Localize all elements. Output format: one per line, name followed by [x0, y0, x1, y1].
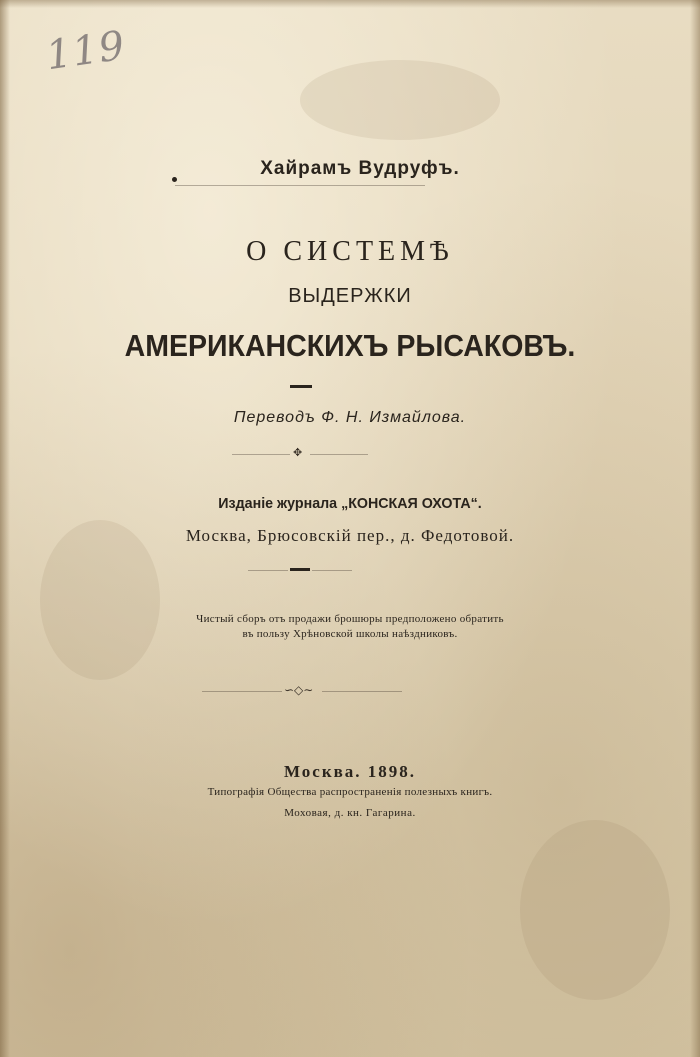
- page-edge-top: [0, 0, 700, 8]
- handwritten-number: 119: [43, 22, 129, 80]
- ornament-glyph: ✥: [293, 447, 303, 459]
- proceeds-note: [0, 612, 700, 642]
- imprint-printer-address: Моховая, д. кн. Гагарина.: [284, 807, 416, 819]
- ornament-rule-right: [310, 454, 368, 455]
- flourish-rule-left: [202, 691, 282, 692]
- publisher-address: Москва, Брюсовскiй пер., д. Федотовой.: [185, 526, 515, 545]
- author-name: Хайрамъ Вудруфъ.: [260, 158, 460, 179]
- address-divider: [290, 568, 310, 571]
- proceeds-note-line-2: въ пользу Хрѣновской школы наѣздниковъ.: [242, 628, 458, 640]
- address-rule-left: [248, 570, 288, 571]
- address-rule-right: [312, 570, 352, 571]
- edition-line: Изданiе журнала „КОНСКАЯ ОХОТА“.: [218, 495, 482, 512]
- flourish-ornament: ∽◇∼: [284, 683, 314, 697]
- proceeds-note-line-1: Чистый сборъ отъ продажи брошюры предположено обратить: [196, 613, 504, 625]
- title-line-2: ВЫДЕРЖКИ: [288, 285, 412, 307]
- imprint-city-year: Москва. 1898.: [283, 762, 417, 781]
- paper-stain: [520, 820, 670, 1000]
- imprint-printer: Типографiя Общества распространенiя полезныхъ книгъ.: [207, 786, 493, 798]
- title-line-3: АМЕРИКАНСКИХЪ РЫСАКОВЪ.: [124, 328, 576, 363]
- flourish-rule-right: [322, 691, 402, 692]
- author-underline: [175, 185, 425, 186]
- paper-stain: [300, 60, 500, 140]
- ornament-rule-left: [232, 454, 290, 455]
- title-divider: [290, 385, 312, 388]
- title-line-1: О СИСТЕМѢ: [246, 236, 454, 267]
- translator-credit: Переводъ Ф. Н. Измайлова.: [233, 409, 467, 426]
